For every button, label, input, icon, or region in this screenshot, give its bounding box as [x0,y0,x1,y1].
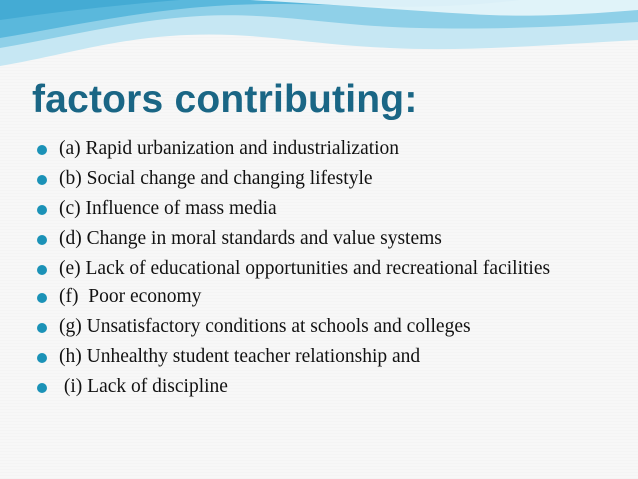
bullet-text: (a) Rapid urbanization and industrialization [59,138,400,159]
bullet-icon [37,175,47,185]
bullet-text: (h) Unhealthy student teacher relationship and [59,346,421,367]
bullet-icon [37,235,47,245]
bullet-text: (e) Lack of educational opportunities and recreational facilities [59,258,551,279]
list-item [34,376,614,398]
list-item [34,258,614,280]
bullet-text: (b) Social change and changing lifestyle [59,168,373,189]
bullet-icon [37,353,47,363]
bullet-list [34,138,614,406]
list-item [34,198,614,220]
bullet-icon [37,145,47,155]
slide-title: factors contributing: [32,78,418,121]
bullet-text: (d) Change in moral standards and value systems [59,228,442,249]
bullet-icon [37,323,47,333]
bullet-icon [37,383,47,393]
list-item [34,286,614,308]
list-item [34,228,614,250]
list-item [34,138,614,160]
bullet-text: (g) Unsatisfactory conditions at schools and colleges [59,316,471,337]
bullet-text: (i) Lack of discipline [59,376,228,397]
list-item [34,346,614,368]
bullet-text: (f) Poor economy [59,286,202,307]
list-item [34,168,614,190]
bullet-icon [37,293,47,303]
bullet-icon [37,205,47,215]
bullet-icon [37,265,47,275]
bullet-text: (c) Influence of mass media [59,198,277,219]
list-item [34,316,614,338]
decorative-wave-header [0,0,638,80]
